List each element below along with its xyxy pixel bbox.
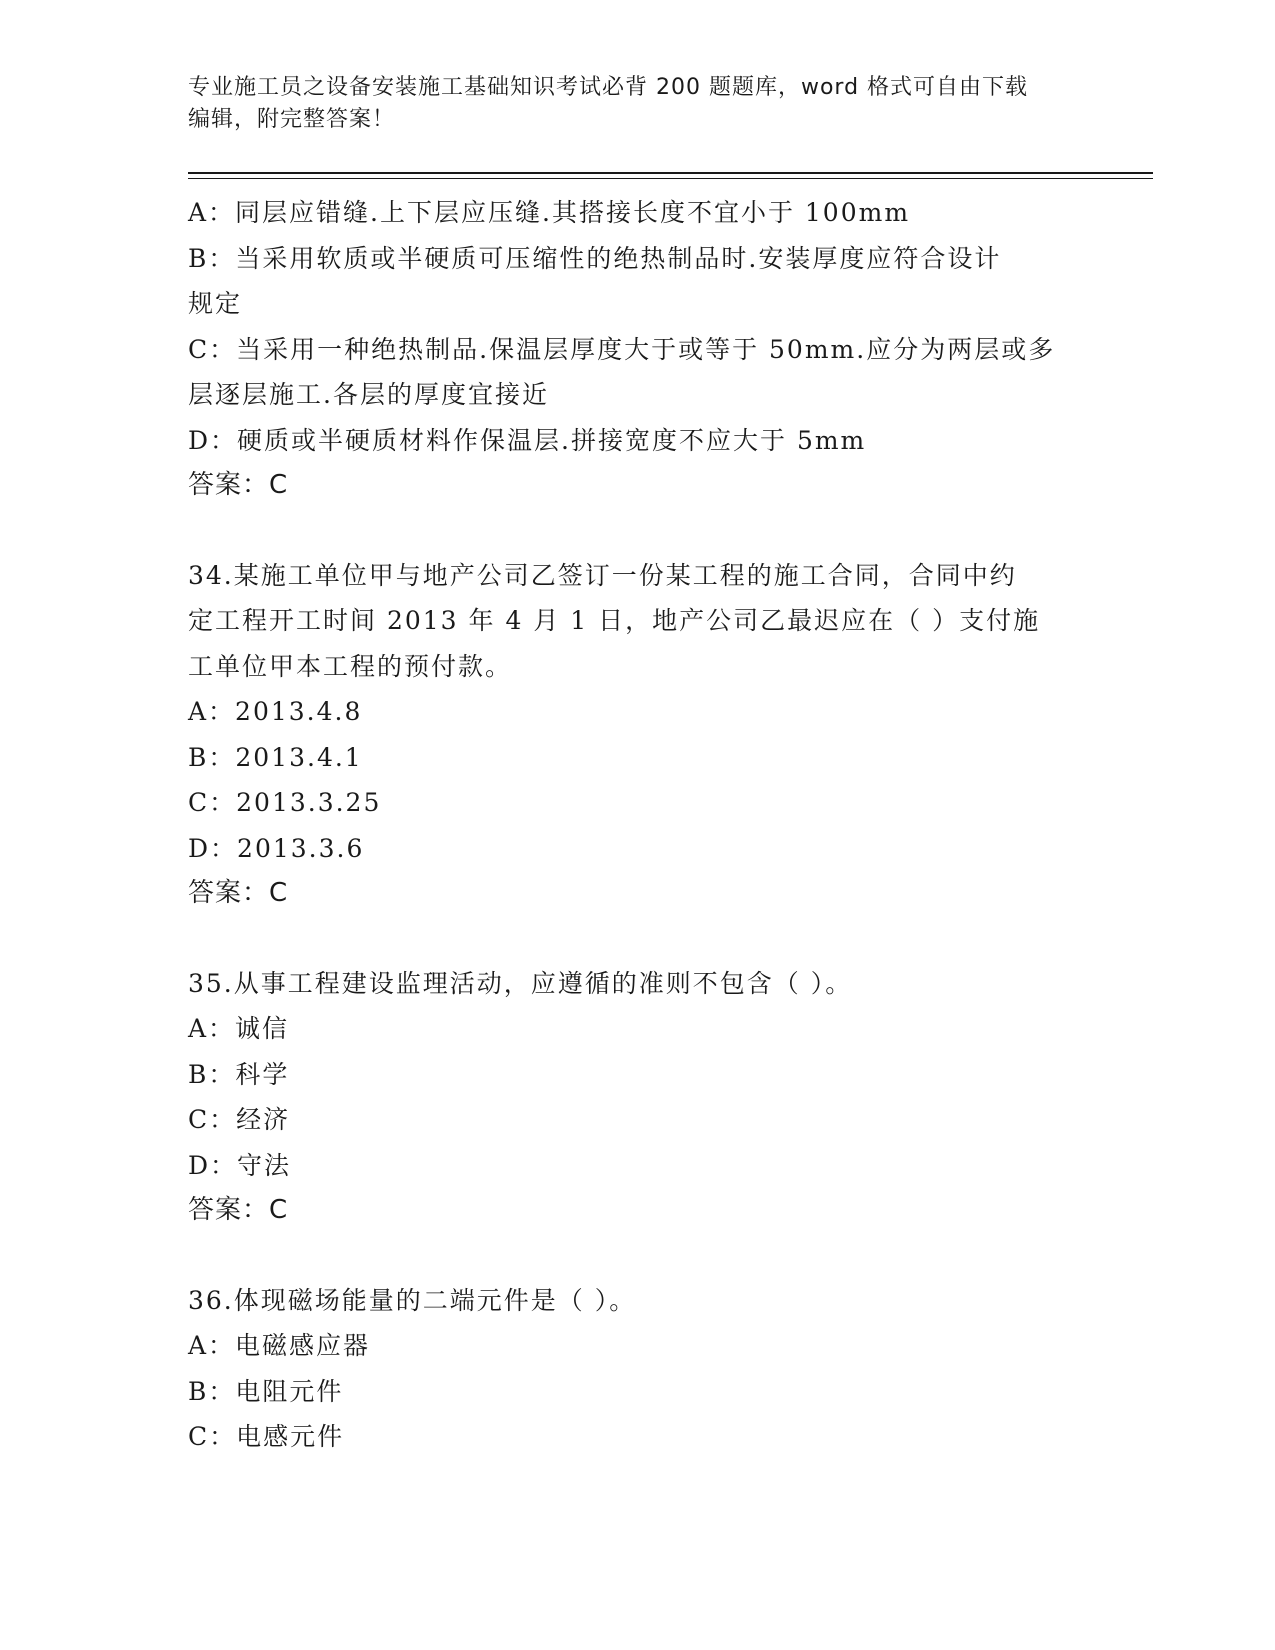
document-header <box>188 72 1088 136</box>
option-b: B：科学 <box>188 1059 290 1089</box>
option-b-line-2: 规定 <box>188 289 243 318</box>
question-content <box>188 190 1088 1460</box>
answer: 答案：C <box>188 878 289 908</box>
question-stem-line-1: 36.体现磁场能量的二端元件是（ ）。 <box>188 1285 637 1315</box>
spacer <box>188 917 1088 961</box>
option-d: D：守法 <box>188 1150 292 1180</box>
question-stem-line-1: 34.某施工单位甲与地产公司乙签订一份某工程的施工合同，合同中约 <box>188 560 1017 590</box>
header-title-line-2: 编辑，附完整答案！ <box>188 107 396 132</box>
answer: 答案：C <box>188 470 289 500</box>
question-stem-line-3: 工单位甲本工程的预付款。 <box>188 651 513 681</box>
option-a: A：诚信 <box>188 1014 290 1043</box>
option-d: D：2013.3.6 <box>188 833 365 863</box>
question-34 <box>188 553 1088 917</box>
option-a: A：同层应错缝.上下层应压缝.其搭接长度不宜小于 100mm <box>188 198 911 227</box>
header-divider-thin <box>188 178 1153 179</box>
question-33-continued <box>188 190 1088 509</box>
option-b-line-1: B：当采用软质或半硬质可压缩性的绝热制品时.安装厚度应符合设计 <box>188 243 1002 273</box>
header-title-line-1: 专业施工员之设备安装施工基础知识考试必背 200 题题库，word 格式可自由下载 <box>188 75 1029 100</box>
option-c: C：电感元件 <box>188 1422 345 1451</box>
option-b: B：电阻元件 <box>188 1376 344 1406</box>
option-a: A：2013.4.8 <box>188 697 363 726</box>
option-c-line-1: C：当采用一种绝热制品.保温层厚度大于或等于 50mm.应分为两层或多 <box>188 334 1056 364</box>
option-d: D：硬质或半硬质材料作保温层.拼接宽度不应大于 5mm <box>188 425 867 455</box>
option-a: A：电磁感应器 <box>188 1331 371 1360</box>
question-36 <box>188 1278 1088 1460</box>
option-c-line-2: 层逐层施工.各层的厚度宜接近 <box>188 380 549 409</box>
answer: 答案：C <box>188 1195 289 1225</box>
question-stem-line-1: 35.从事工程建设监理活动，应遵循的准则不包含（ ）。 <box>188 968 853 998</box>
question-stem-line-2: 定工程开工时间 2013 年 4 月 1 日，地产公司乙最迟应在（ ）支付施 <box>188 606 1041 635</box>
header-divider-thick <box>188 172 1153 174</box>
spacer <box>188 1234 1088 1278</box>
option-c: C：2013.3.25 <box>188 788 382 817</box>
option-b: B：2013.4.1 <box>188 742 363 772</box>
option-c: C：经济 <box>188 1105 291 1134</box>
spacer <box>188 509 1088 553</box>
question-35 <box>188 961 1088 1234</box>
